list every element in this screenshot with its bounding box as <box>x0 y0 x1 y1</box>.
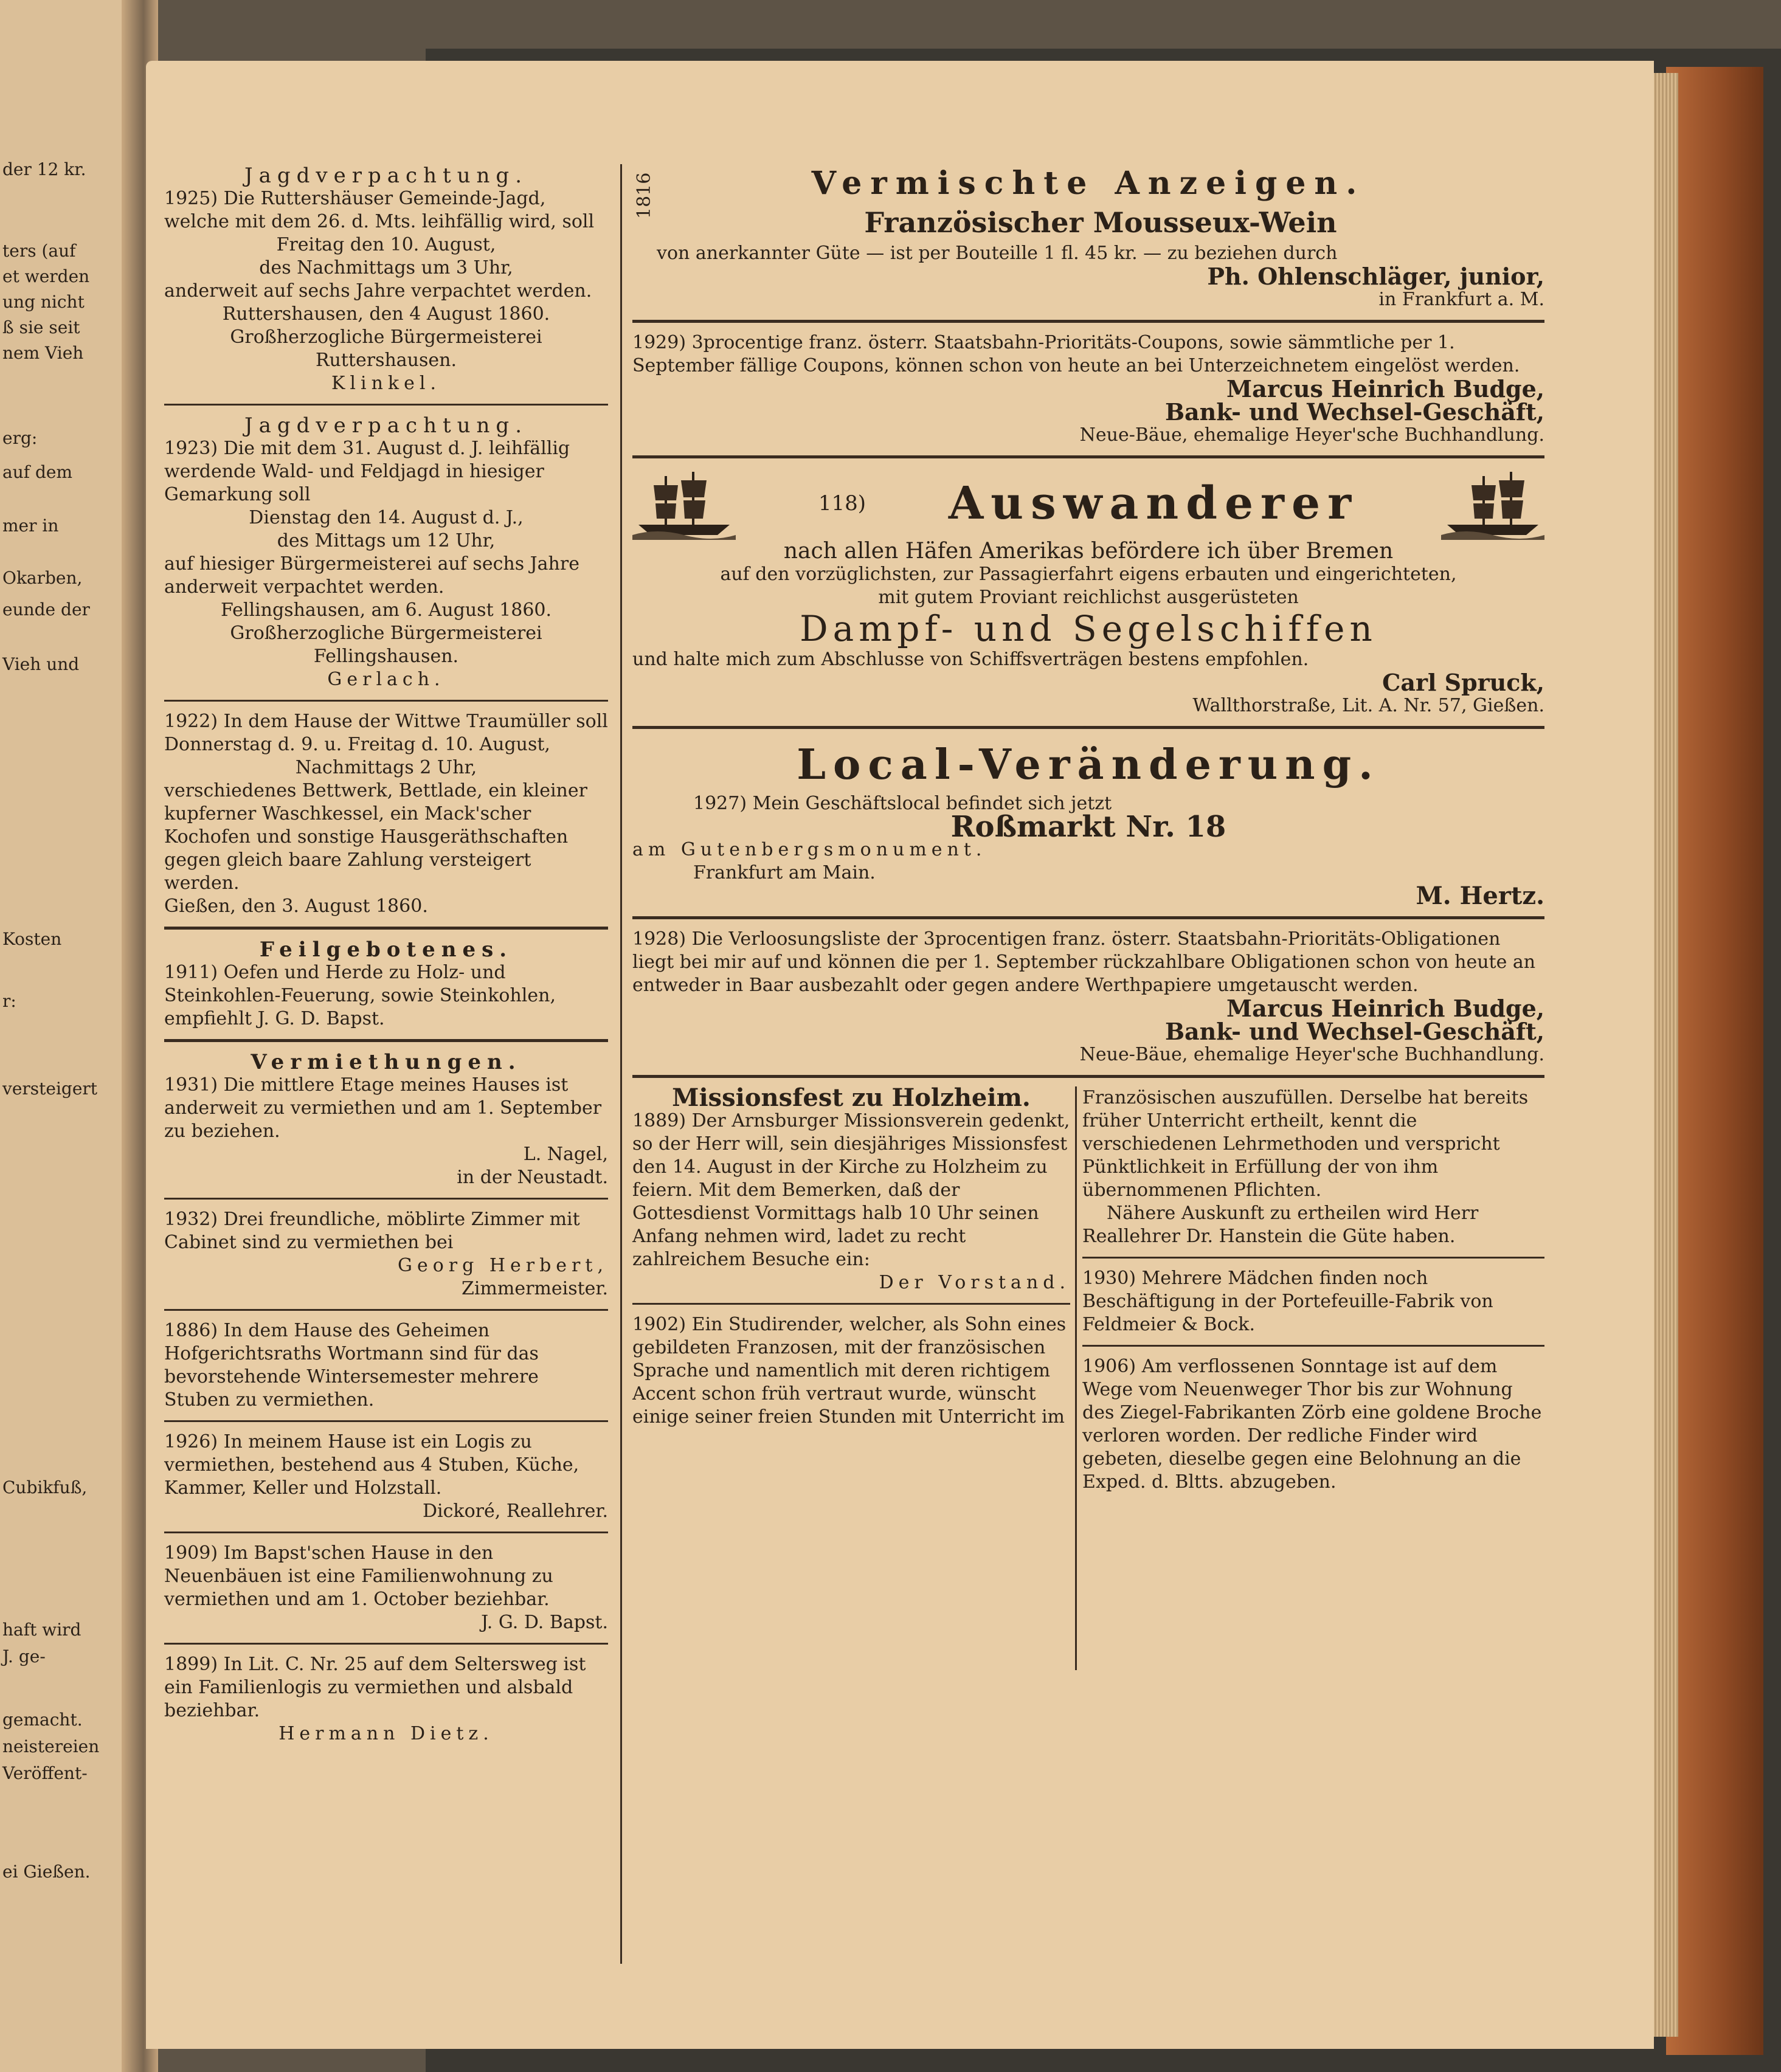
ad-text-cont: verschiedenes Bettwerk, Bettlade, ein kleiner kupferner Waschkessel, ein Mack'scher Kochofen und sonstige Hausgeräthschaften gegen gleich baare Zahlung versteigert werden. <box>164 780 587 894</box>
margin-line: ß sie seit <box>2 317 80 337</box>
divider <box>164 1198 608 1200</box>
margin-line: erg: <box>2 428 38 448</box>
ad-authority-place: Fellingshausen. <box>313 646 459 667</box>
ad-line: Frankfurt am Main. <box>693 862 876 883</box>
ad-time: des Mittags um 12 Uhr, <box>277 530 496 551</box>
margin-line: ei Gießen. <box>2 1862 91 1882</box>
ad-signature-firm: Bank- und Wechsel-Geschäft, <box>1164 1018 1544 1045</box>
ad-title: Local-Veränderung. <box>797 741 1380 789</box>
ad-subtitle: Dampf- und Segelschiffen <box>800 608 1377 649</box>
margin-line: versteigert <box>2 1079 98 1099</box>
margin-line: Veröffent- <box>2 1763 88 1783</box>
ad-signature: Ph. Ohlenschläger, junior, <box>1207 263 1544 290</box>
ship-icon <box>1441 467 1544 540</box>
divider <box>632 1303 1070 1305</box>
ad-signature-place: in Frankfurt a. M. <box>1378 289 1544 310</box>
ad-1925 <box>164 164 608 395</box>
ad-heading: Jagdverpachtung. <box>244 164 528 188</box>
ad-118 <box>632 467 1544 717</box>
ad-title: Missionsfest zu Holzheim. <box>672 1083 1031 1112</box>
ad-date: Freitag den 10. August, <box>276 234 496 255</box>
ad-signature: Klinkel. <box>331 373 441 394</box>
ad-text: 1889) Der Arnsburger Missionsverein gedenkt, so der Herr will, sein diesjähriges Missionsfest den 14. August in der Kirche zu Holzheim zu feiern. Mit dem Bemerken, daß der Gottesdienst Vormittags halb 10 Uhr seinen Anfang nehmen wird, ladet zu recht zahlreichem Besuche ein: <box>632 1110 1070 1270</box>
ad-signature: Marcus Heinrich Budge, <box>1226 375 1544 402</box>
divider <box>164 1643 608 1645</box>
ad-number: 118) <box>818 491 866 516</box>
ad-signature: Marcus Heinrich Budge, <box>1226 995 1544 1022</box>
ad-signature: J. G. D. Bapst. <box>481 1612 608 1633</box>
ad-1902 <box>632 1313 1070 1429</box>
column-rule <box>1075 1086 1077 1670</box>
subcolumn-left <box>632 1083 1070 1429</box>
margin-line: eunde der <box>2 599 90 620</box>
ad-feilgebotenes <box>164 938 608 1031</box>
ad-time: des Nachmittags um 3 Uhr, <box>259 257 513 278</box>
ad-text: 1922) In dem Hause der Wittwe Traumüller soll <box>164 711 608 732</box>
ad-1926: 1926) In meinem Hause ist ein Logis zu vermiethen, bestehend aus 4 Stuben, Küche, Kammer, Keller und Holzstall. <box>164 1431 579 1499</box>
margin-line: r: <box>2 991 16 1011</box>
ad-1932: 1932) Drei freundliche, möblirte Zimmer mit Cabinet sind zu vermiethen bei <box>164 1209 580 1253</box>
ad-signature-address: Neue-Bäue, ehemalige Heyer'sche Buchhandlung. <box>1079 424 1544 446</box>
divider <box>632 455 1544 458</box>
section-heading: Vermischte Anzeigen. <box>811 165 1366 202</box>
ad-text-cont: Nähere Auskunft zu ertheilen wird Herr Reallehrer Dr. Hanstein die Güte haben. <box>1082 1203 1479 1247</box>
ad-authority: Großherzogliche Bürgermeisterei <box>230 623 542 644</box>
divider <box>164 1309 608 1311</box>
margin-line: Vieh und <box>2 654 80 674</box>
ad-1923 <box>164 414 608 691</box>
divider <box>164 1420 608 1422</box>
ad-signature-role: Zimmermeister. <box>461 1278 608 1299</box>
margin-line: haft wird <box>2 1620 81 1640</box>
ad-text: 1927) Mein Geschäftslocal befindet sich jetzt <box>693 793 1112 814</box>
ad-line: und halte mich zum Abschlusse von Schiffsverträgen bestens empfohlen. <box>632 649 1309 670</box>
bottom-subcolumns <box>632 1083 1544 1670</box>
divider <box>164 1039 608 1042</box>
ad-1906 <box>1082 1355 1544 1494</box>
ad-line: auf den vorzüglichsten, zur Passagierfahrt eigens erbauten und eingerichteten, <box>720 564 1457 585</box>
ad-address: Roßmarkt Nr. 18 <box>950 810 1226 844</box>
ad-signature: L. Nagel, <box>523 1144 608 1165</box>
margin-line: nem Vieh <box>2 343 84 363</box>
ad-1922 <box>164 710 608 918</box>
ad-signature: Carl Spruck, <box>1382 669 1544 696</box>
divider <box>164 927 608 930</box>
ad-text: 1925) Die Ruttershäuser Gemeinde-Jagd, welche mit dem 26. d. Mts. leihfällig wird, soll <box>164 188 595 232</box>
ad-text: 1929) 3procentige franz. österr. Staatsbahn-Prioritäts-Coupons, sowie sämmtliche per 1. September fällige Coupons, können schon von heute an bei Unterzeichnetem eingelöst werden. <box>632 332 1520 376</box>
margin-line: J. ge- <box>2 1646 46 1666</box>
divider <box>632 726 1544 729</box>
ad-signature: Hermann Dietz. <box>278 1723 494 1744</box>
margin-line: Kosten <box>2 929 62 949</box>
ad-text-cont: auf hiesiger Bürgermeisterei auf sechs Jahre anderweit verpachtet werden. <box>164 553 579 598</box>
margin-line: Cubikfuß, <box>2 1477 88 1497</box>
ad-number-vertical: 1816 <box>634 172 655 219</box>
ad-text-cont: anderweit auf sechs Jahre verpachtet werden. <box>164 280 592 302</box>
divider <box>164 700 608 702</box>
ad-1899: 1899) In Lit. C. Nr. 25 auf dem Seltersweg ist ein Familienlogis zu vermiethen und alsbald beziehbar. <box>164 1654 586 1721</box>
ad-text: 1906) Am verflossenen Sonntage ist auf dem Wege vom Neuenweger Thor bis zur Wohnung des Ziegel-Fabrikanten Zörb eine goldene Broche verloren worden. Der redliche Finder wird gebeten, dieselbe gegen eine Belohnung an die Exped. d. Bltts. abzugeben. <box>1082 1356 1542 1493</box>
ad-line: mit gutem Proviant reichlichst ausgerüsteten <box>878 587 1299 608</box>
section-heading: Feilgebotenes. <box>259 938 513 962</box>
ad-authority-place: Ruttershausen. <box>315 350 457 371</box>
margin-line: der 12 kr. <box>2 159 86 179</box>
ad-text: 1923) Die mit dem 31. August d. J. leihfällig werdende Wald- und Feldjagd in hiesiger Gemarkung soll <box>164 438 570 505</box>
ad-signature-address: Wallthorstraße, Lit. A. Nr. 57, Gießen. <box>1192 695 1544 716</box>
section-heading: Vermiethungen. <box>251 1050 522 1074</box>
margin-line: auf dem <box>2 462 73 482</box>
margin-line: neistereien <box>2 1736 100 1756</box>
ship-icon <box>632 467 736 540</box>
ad-text: 1911) Oefen und Herde zu Holz- und Steinkohlen-Feuerung, sowie Steinkohlen, empfiehlt J. G. D. Bapst. <box>164 962 556 1029</box>
ad-1928 <box>632 928 1544 1066</box>
margin-line: et werden <box>2 266 90 286</box>
divider <box>632 1075 1544 1078</box>
ad-signature: Dickoré, Reallehrer. <box>422 1500 608 1522</box>
ad-signature: Georg Herbert, <box>397 1255 608 1276</box>
left-column <box>164 164 608 1746</box>
right-column <box>632 164 1544 1670</box>
ad-vermiethungen <box>164 1051 608 1746</box>
ad-1886: 1886) In dem Hause des Geheimen Hofgerichtsraths Wortmann sind für das bevorstehende Wintersemester mehrere Stuben zu vermiethen. <box>164 1320 539 1411</box>
ad-text: Französischen auszufüllen. Derselbe hat bereits früher Unterricht ertheilt, kennt die verschiedenen Lehrmethoden und verspricht Pünktlichkeit in Erfüllung der von ihm übernommenen Pflichten. <box>1082 1087 1529 1201</box>
column-rule <box>620 164 622 1964</box>
subcolumn-right <box>1082 1086 1544 1494</box>
ad-1929 <box>632 331 1544 447</box>
book-spine <box>1666 67 1763 2055</box>
ad-1909: 1909) Im Bapst'schen Hause in den Neuenbäuen ist eine Familienwohnung zu vermiethen und am 1. October beziehbar. <box>164 1542 553 1610</box>
ad-place: Ruttershausen, den 4 August 1860. <box>222 303 550 325</box>
margin-line: ters (auf <box>2 241 76 261</box>
divider <box>164 1532 608 1533</box>
ad-text: von anerkannter Güte — ist per Bouteille 1 fl. 45 kr. — zu beziehen durch <box>657 243 1338 264</box>
ad-heading: Jagdverpachtung. <box>244 413 528 438</box>
ad-1902-continued <box>1082 1086 1544 1248</box>
ad-1889 <box>632 1083 1070 1294</box>
ad-place: Gießen, den 3. August 1860. <box>164 896 428 917</box>
divider <box>1082 1345 1544 1347</box>
margin-line: ung nicht <box>2 292 85 312</box>
ad-title: Französischer Mousseux-Wein <box>864 206 1337 239</box>
margin-line: mer in <box>2 516 59 536</box>
ad-1927 <box>632 737 1544 908</box>
divider <box>164 404 608 406</box>
ad-text: 1928) Die Verloosungsliste der 3procentigen franz. österr. Staatsbahn-Prioritäts-Obligationen liegt bei mir auf und können die per 1. September rückzahlbare Obligationen schon von heute an entweder in Baar ausbezahlt oder gegen andere Werthpapiere umgetauscht werden. <box>632 928 1536 996</box>
ad-1931: 1931) Die mittlere Etage meines Hauses ist anderweit zu vermiethen und am 1. September zu beziehen. <box>164 1074 602 1142</box>
ad-authority: Großherzogliche Bürgermeisterei <box>230 326 542 348</box>
ad-text: 1902) Ein Studirender, welcher, als Sohn eines gebildeten Franzosen, mit der französischen Sprache und namentlich mit deren richtigem Accent schon früh vertraut wurde, wünscht einige seiner freien Stunden mit Unterricht im <box>632 1314 1067 1428</box>
ad-signature-place: in der Neustadt. <box>457 1167 608 1188</box>
ad-signature-firm: Bank- und Wechsel-Geschäft, <box>1164 398 1544 426</box>
ad-time: Nachmittags 2 Uhr, <box>295 757 477 778</box>
ad-signature: M. Hertz. <box>1416 882 1544 910</box>
ad-date: Donnerstag d. 9. u. Freitag d. 10. August, <box>164 734 550 755</box>
divider <box>1082 1257 1544 1259</box>
ad-signature: Gerlach. <box>327 669 445 690</box>
ad-1816 <box>632 203 1544 311</box>
ad-line: nach allen Häfen Amerikas befördere ich über Bremen <box>783 539 1394 564</box>
ad-signature: Der Vorstand. <box>879 1272 1070 1293</box>
ad-1930 <box>1082 1267 1544 1336</box>
ad-place: Fellingshausen, am 6. August 1860. <box>220 599 552 621</box>
margin-line: gemacht. <box>2 1710 83 1730</box>
ad-text: 1930) Mehrere Mädchen finden noch Beschäftigung in der Portefeuille-Fabrik von Feldmeier & Bock. <box>1082 1268 1493 1335</box>
divider <box>632 916 1544 919</box>
ad-date: Dienstag den 14. August d. J., <box>249 507 524 528</box>
margin-line: Okarben, <box>2 568 83 588</box>
ad-signature-address: Neue-Bäue, ehemalige Heyer'sche Buchhandlung. <box>1079 1044 1544 1065</box>
ad-title: Auswanderer <box>948 477 1359 530</box>
divider <box>632 320 1544 323</box>
ad-line: am Gutenbergsmonument. <box>632 839 987 860</box>
